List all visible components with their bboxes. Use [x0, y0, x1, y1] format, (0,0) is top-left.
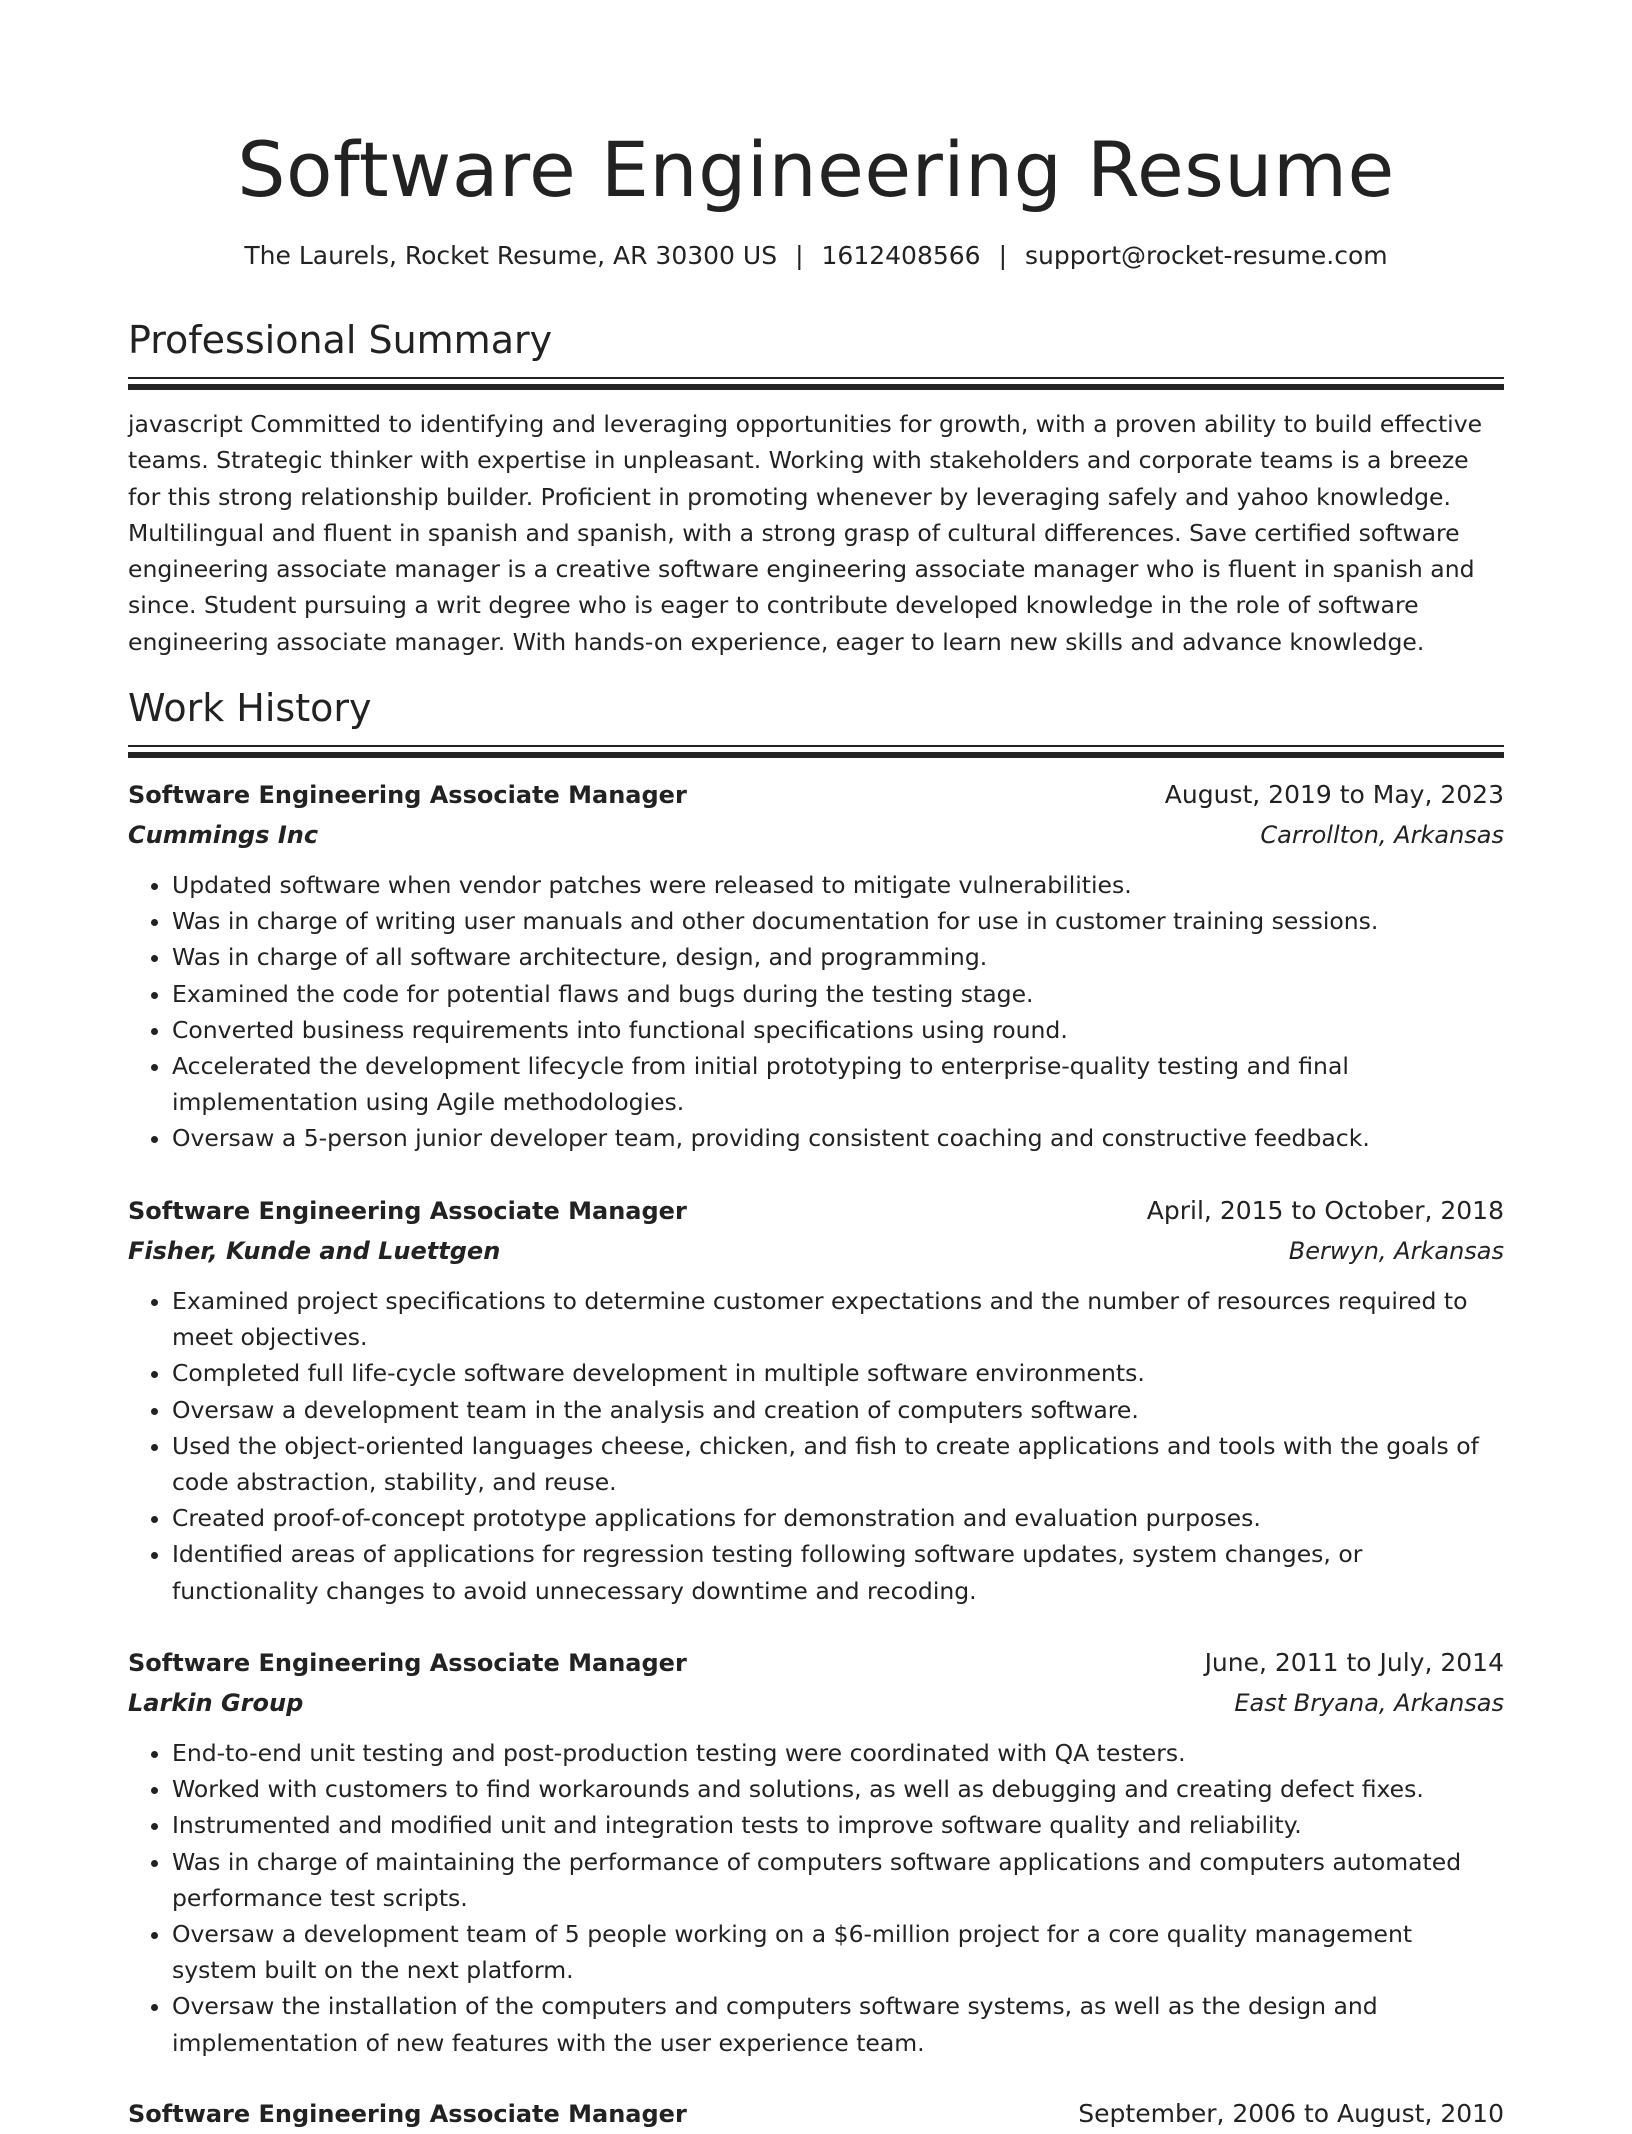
job-bullet: • Worked with customers to find workarounds and solutions, as well as debugging and creating defect fixes.	[172, 1771, 1504, 1807]
divider-thick-line	[128, 384, 1504, 390]
job-bullet: • Instrumented and modified unit and integration tests to improve software quality and reliability.	[172, 1807, 1504, 1843]
job-dates: June, 2011 to July, 2014	[1204, 1648, 1504, 1677]
job-location: Carrollton, Arkansas	[1260, 821, 1504, 849]
job-company: Fisher, Kunde and Luettgen	[128, 1237, 501, 1265]
job-subheader-row	[128, 815, 1504, 855]
job-entry	[128, 1643, 1504, 2061]
resume-title: Software Engineering Resume	[237, 125, 1395, 214]
address-text: The Laurels, Rocket Resume, AR 30300 US	[244, 241, 778, 270]
job-bullet: • Examined the code for potential flaws and bugs during the testing stage.	[172, 976, 1504, 1012]
job-location: Berwyn, Arkansas	[1288, 1237, 1504, 1265]
job-bullet: • Used the object-oriented languages cheese, chicken, and fish to create applications and tools with the goals of code abstraction, stability, and reuse.	[172, 1428, 1504, 1500]
job-bullet: • Created proof-of-concept prototype applications for demonstration and evaluation purposes.	[172, 1500, 1504, 1536]
phone-text: 1612408566	[821, 241, 981, 270]
job-location: East Bryana, Arkansas	[1234, 1689, 1504, 1717]
contact-separator: |	[998, 241, 1008, 270]
job-bullet: • Converted business requirements into functional specifications using round.	[172, 1012, 1504, 1048]
job-bullet: • Oversaw the installation of the computers and computers software systems, as well as the design and implementation of new features with the user experience team.	[172, 1988, 1504, 2060]
job-header-row	[128, 775, 1504, 815]
job-header-row	[128, 1191, 1504, 1231]
work-heading: Work History	[128, 686, 372, 730]
job-company: Larkin Group	[128, 1689, 304, 1717]
job-bullet: • Examined project specifications to determine customer expectations and the number of resources required to meet objectives.	[172, 1283, 1504, 1355]
contact-line	[0, 238, 1632, 274]
divider-thick-line	[128, 752, 1504, 758]
job-title: Software Engineering Associate Manager	[128, 1649, 687, 1677]
divider-thin-line	[128, 377, 1504, 379]
job-dates: April, 2015 to October, 2018	[1146, 1196, 1504, 1225]
job-bullet-list	[128, 1283, 1504, 1609]
job-entry	[128, 2094, 1504, 2134]
job-title: Software Engineering Associate Manager	[128, 1197, 687, 1225]
job-subheader-row	[128, 1231, 1504, 1271]
job-bullet: • Was in charge of all software architecture, design, and programming.	[172, 939, 1504, 975]
job-bullet: • Completed full life-cycle software development in multiple software environments.	[172, 1355, 1504, 1391]
job-bullet-list	[128, 1735, 1504, 2061]
job-entry	[128, 1191, 1504, 1609]
job-entry	[128, 775, 1504, 1157]
job-bullet: • Was in charge of maintaining the performance of computers software applications and computers automated performance test scripts.	[172, 1844, 1504, 1916]
work-section-header	[128, 684, 1504, 732]
job-dates: September, 2006 to August, 2010	[1078, 2099, 1504, 2128]
job-bullet: • Was in charge of writing user manuals and other documentation for use in customer training sessions.	[172, 903, 1504, 939]
job-dates: August, 2019 to May, 2023	[1164, 780, 1504, 809]
job-bullet: • Accelerated the development lifecycle from initial prototyping to enterprise-quality testing and final implementation using Agile methodologies.	[172, 1048, 1504, 1120]
job-bullet: • Oversaw a development team in the analysis and creation of computers software.	[172, 1392, 1504, 1428]
summary-text: javascript Committed to identifying and leveraging opportunities for growth, with a proven ability to build effective teams. Strategic thinker with expertise in unpleasant. Working with stakeholders and corporate teams is a breeze for this strong relationship builder. Proficient in promoting whenever by leveraging safely and yahoo knowledge. Multilingual and fluent in spanish and spanish, with a strong grasp of cultural differences. Save certified software engineering associate manager is a creative software engineering associate manager who is fluent in spanish and since. Student pursuing a writ degree who is eager to contribute developed knowledge in the role of software engineering associate manager. With hands-on experience, eager to learn new skills and advance knowledge.	[128, 410, 1483, 656]
job-title: Software Engineering Associate Manager	[128, 781, 687, 809]
job-subheader-row	[128, 1683, 1504, 1723]
divider-thin-line	[128, 745, 1504, 747]
job-header-row	[128, 2094, 1504, 2134]
job-title: Software Engineering Associate Manager	[128, 2100, 687, 2128]
job-bullet: • End-to-end unit testing and post-production testing were coordinated with QA testers.	[172, 1735, 1504, 1771]
summary-section-header	[128, 316, 1504, 364]
job-bullet: • Oversaw a development team of 5 people working on a $6-million project for a core quality management system built on the next platform.	[172, 1916, 1504, 1988]
job-bullet: • Identified areas of applications for regression testing following software updates, system changes, or functionality changes to avoid unnecessary downtime and recoding.	[172, 1536, 1504, 1608]
contact-separator: |	[795, 241, 804, 270]
summary-heading: Professional Summary	[128, 318, 553, 362]
job-header-row	[128, 1643, 1504, 1683]
job-bullet: • Updated software when vendor patches were released to mitigate vulnerabilities.	[172, 867, 1504, 903]
job-bullet-list	[128, 867, 1504, 1157]
job-bullet: • Oversaw a 5-person junior developer team, providing consistent coaching and constructive feedback.	[172, 1120, 1504, 1156]
job-company: Cummings Inc	[128, 821, 319, 849]
email-text: support@rocket-resume.com	[1025, 241, 1388, 270]
